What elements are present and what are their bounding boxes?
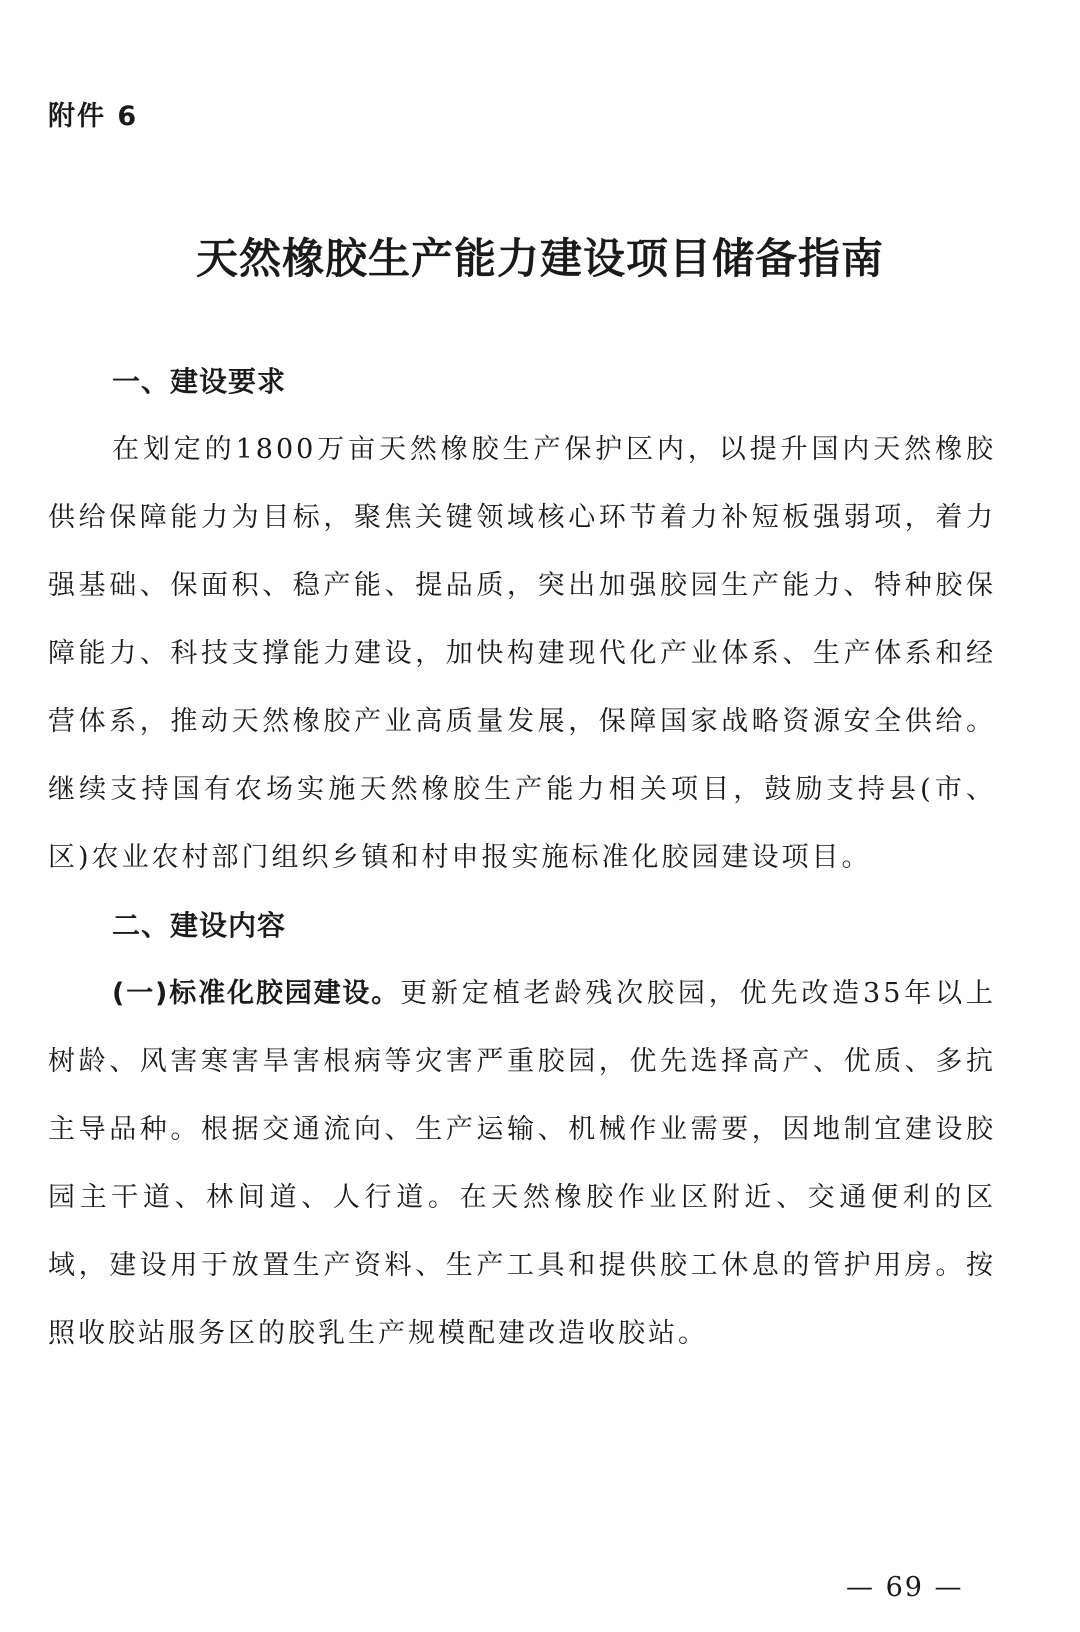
attachment-label: 附件 6 [48, 101, 139, 132]
content-paragraph-text: 更新定植老龄残次胶园，优先改造35年以上树龄、风害寒害旱害根病等灾害严重胶园，优先选择高产、优质、多抗主导品种。根据交通流向、生产运输、机械作业需要，因地制宜建设胶园主干道、林间道、人行道。在天然橡胶作业区附近、交通便利的区域，建设用于放置生产资料、生产工具和提供胶工休息的管护用房。按照收胶站服务区的胶乳生产规模配建改造收胶站。 [48, 978, 997, 1349]
page-number: — 69 — [846, 1572, 964, 1603]
requirements-paragraph: 在划定的1800万亩天然橡胶生产保护区内，以提升国内天然橡胶供给保障能力为目标，聚焦关键领域核心环节着力补短板强弱项，着力强基础、保面积、稳产能、提品质，突出加强胶园生产能力、特种胶保障能力、科技支撑能力建设，加快构建现代化产业体系、生产体系和经营体系，推动天然橡胶产业高质量发展，保障国家战略资源安全供给。继续支持国有农场实施天然橡胶生产能力相关项目，鼓励支持县(市、区)农业农村部门组织乡镇和村申报实施标准化胶园建设项目。 [48, 434, 996, 873]
content-paragraph [48, 960, 996, 1368]
section-heading-requirements: 一、建设要求 [112, 365, 287, 398]
document-body [48, 348, 996, 1368]
document-title: 天然橡胶生产能力建设项目储备指南 [195, 234, 884, 283]
subsection-lead: (一)标准化胶园建设。 [112, 978, 401, 1009]
section-heading-content: 二、建设内容 [112, 909, 287, 942]
